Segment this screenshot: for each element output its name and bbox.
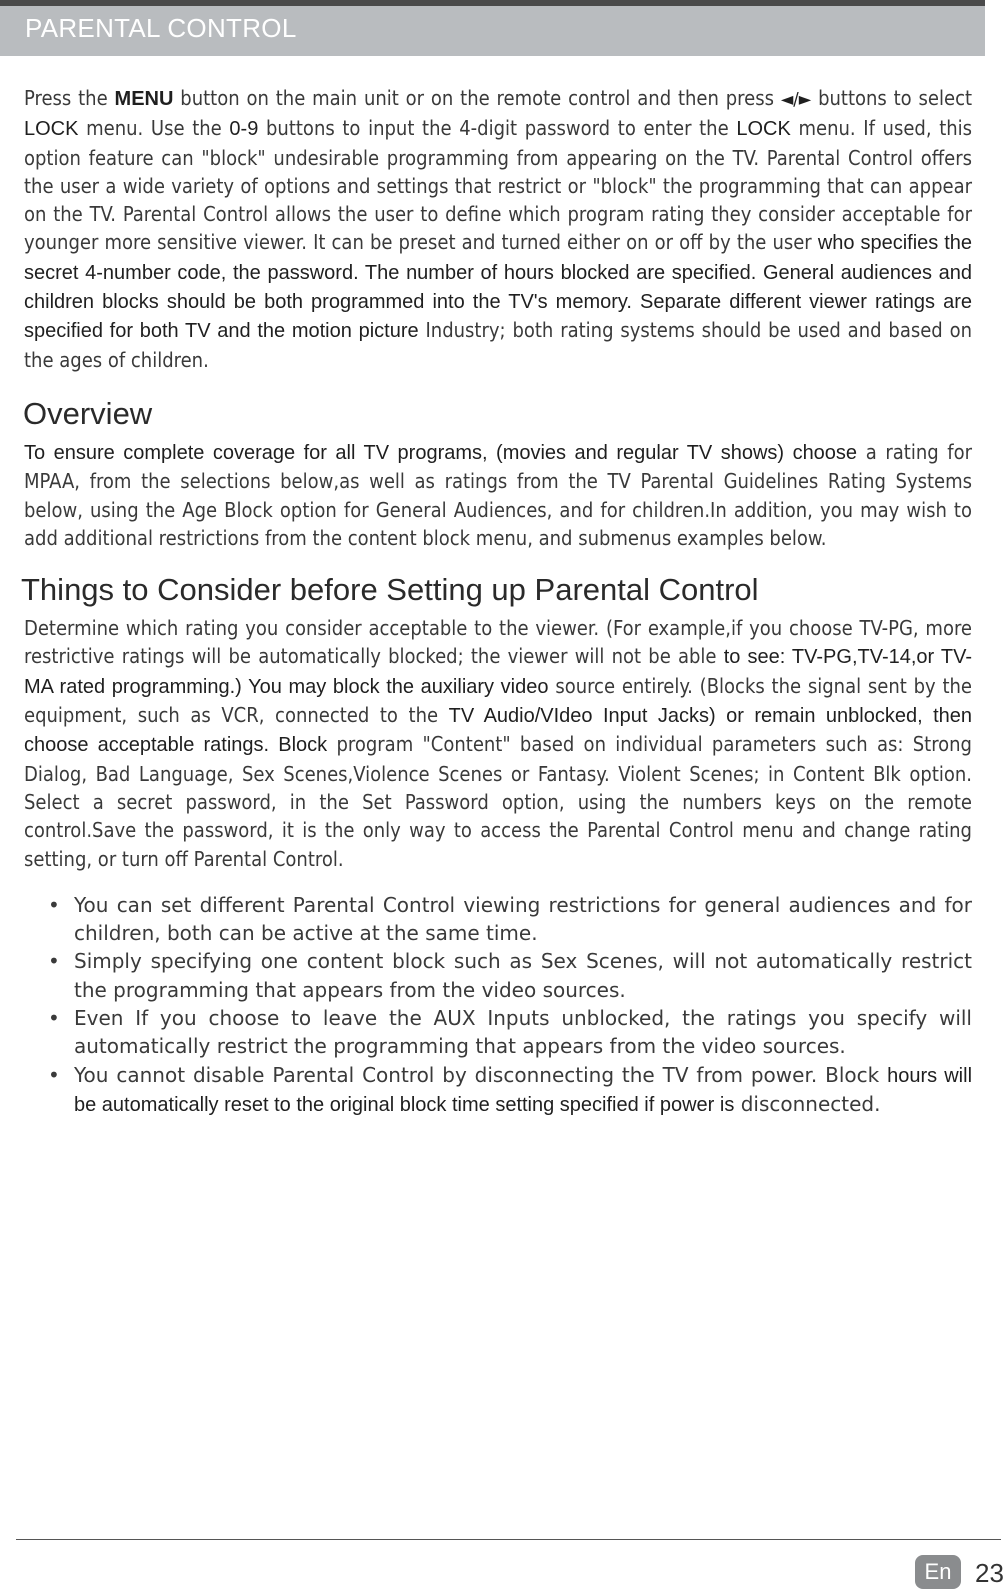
intro-text-1: Press the	[24, 86, 108, 110]
overview-text-1: To ensure complete coverage for all TV programs, (movies and regular TV shows) choose	[24, 441, 858, 464]
list-item-text: You can set different Parental Control viewing restrictions for general audiences and for children, both can be active at the same time.	[74, 892, 972, 946]
overview-paragraph	[24, 438, 972, 552]
consider-text-3: source entirely. (Blocks the signal sent by the equipment, such as VCR, connected to the	[24, 673, 973, 728]
consider-text-2: to see: TV-PG,TV-14,or TV-MA rated programming.) You may block the auxiliary video	[24, 646, 972, 698]
list-item-text-sans: hours will be automatically reset to the original block time setting specified if power is	[74, 1064, 973, 1116]
bullet-icon: •	[48, 1006, 60, 1031]
list-item-text: Even If you choose to leave the AUX Inputs unblocked, the ratings you specify will automatically restrict the programming that appears from the video sources.	[74, 1006, 972, 1059]
intro-text-4: menu. Use the	[86, 116, 222, 141]
consider-text-1: Determine which rating you consider acceptable to the viewer. (For example,if you choose TV-PG, more restrictive ratings will be automatically blocked; the viewer will not be able	[24, 616, 972, 669]
section-title: PARENTAL CONTROL	[25, 13, 297, 43]
intro-text-7: who specifies the secret 4-number code, the password. The number of hours blocked are specified. General audiences and children blocks should be both programmed into the TV's memory. Separate different viewer ratings are specified for both TV and the motion picture	[24, 232, 972, 343]
list-item-text: You cannot disable Parental Control by disconnecting the TV from power. Block	[74, 1062, 880, 1087]
intro-text-3: buttons to select	[818, 86, 973, 110]
intro-text-5: buttons to input the 4-digit password to enter the	[266, 116, 729, 141]
page-content	[21, 84, 973, 1119]
bullet-icon: •	[48, 949, 60, 974]
left-right-arrows-icon: ◄/►	[780, 89, 812, 110]
consider-text-5: program "Content" based on individual parameters such as: Strong Dialog, Bad Language, Sex Scenes,Violence Scenes or Fantasy. Violent Scenes; in Content Blk option. Select a secret password, in the Set Password option, using the numbers keys on the remote control.Save the password, it is the only way to access the Parental Control menu and change rating setting, or turn off Parental Control.	[24, 732, 972, 871]
footer-divider	[16, 1539, 1001, 1540]
intro-text-6: menu. If used, this option feature can "block" undesirable programming from appearing on the TV. Parental Control offers the user a wide variety of options and settings that restrict or "block" the programming that can appear on the TV. Parental Control allows the user to define which program rating they consider acceptable for younger more sensitive viewer. It can be preset and turned either on or off by the user	[24, 116, 973, 255]
consider-paragraph	[24, 614, 972, 873]
overview-text-2: a rating for MPAA, from the selections below,as well as ratings from the TV Parental Guidelines Rating Systems below, using the Age Block option for General Audiences, and for children.In addition, you may wish to add additional restrictions from the content block menu, and submenus examples below.	[24, 439, 973, 550]
digits-keyword: 0-9	[229, 118, 259, 141]
bullet-icon: •	[48, 892, 60, 917]
consider-text-4: TV Audio/VIdeo Input Jacks) or remain unblocked, then choose acceptable ratings. Block	[24, 705, 973, 757]
list-item-text-end: disconnected.	[740, 1091, 881, 1116]
page-number: 23	[975, 1558, 1004, 1588]
list-item	[24, 1061, 972, 1120]
list-item	[24, 891, 972, 948]
menu-keyword: MENU	[114, 88, 174, 110]
list-item	[24, 947, 972, 1004]
bullet-icon: •	[48, 1062, 60, 1087]
overview-heading: Overview	[23, 395, 153, 431]
list-item	[24, 1004, 972, 1061]
lock-keyword-2: LOCK	[736, 118, 791, 141]
intro-paragraph	[24, 84, 972, 374]
page-header	[0, 0, 985, 56]
consider-heading: Things to Consider before Setting up Parental Control	[21, 572, 759, 608]
intro-text-2: button on the main unit or on the remote control and then press	[180, 86, 774, 110]
language-badge: En	[915, 1555, 961, 1589]
tips-list	[24, 891, 972, 1119]
list-item-text: Simply specifying one content block such as Sex Scenes, will not automatically restrict the programming that appears from the video sources.	[74, 949, 972, 1002]
lock-keyword: LOCK	[24, 118, 79, 141]
intro-text-8: Industry; both rating systems should be used and based on the ages of children.	[24, 318, 972, 372]
